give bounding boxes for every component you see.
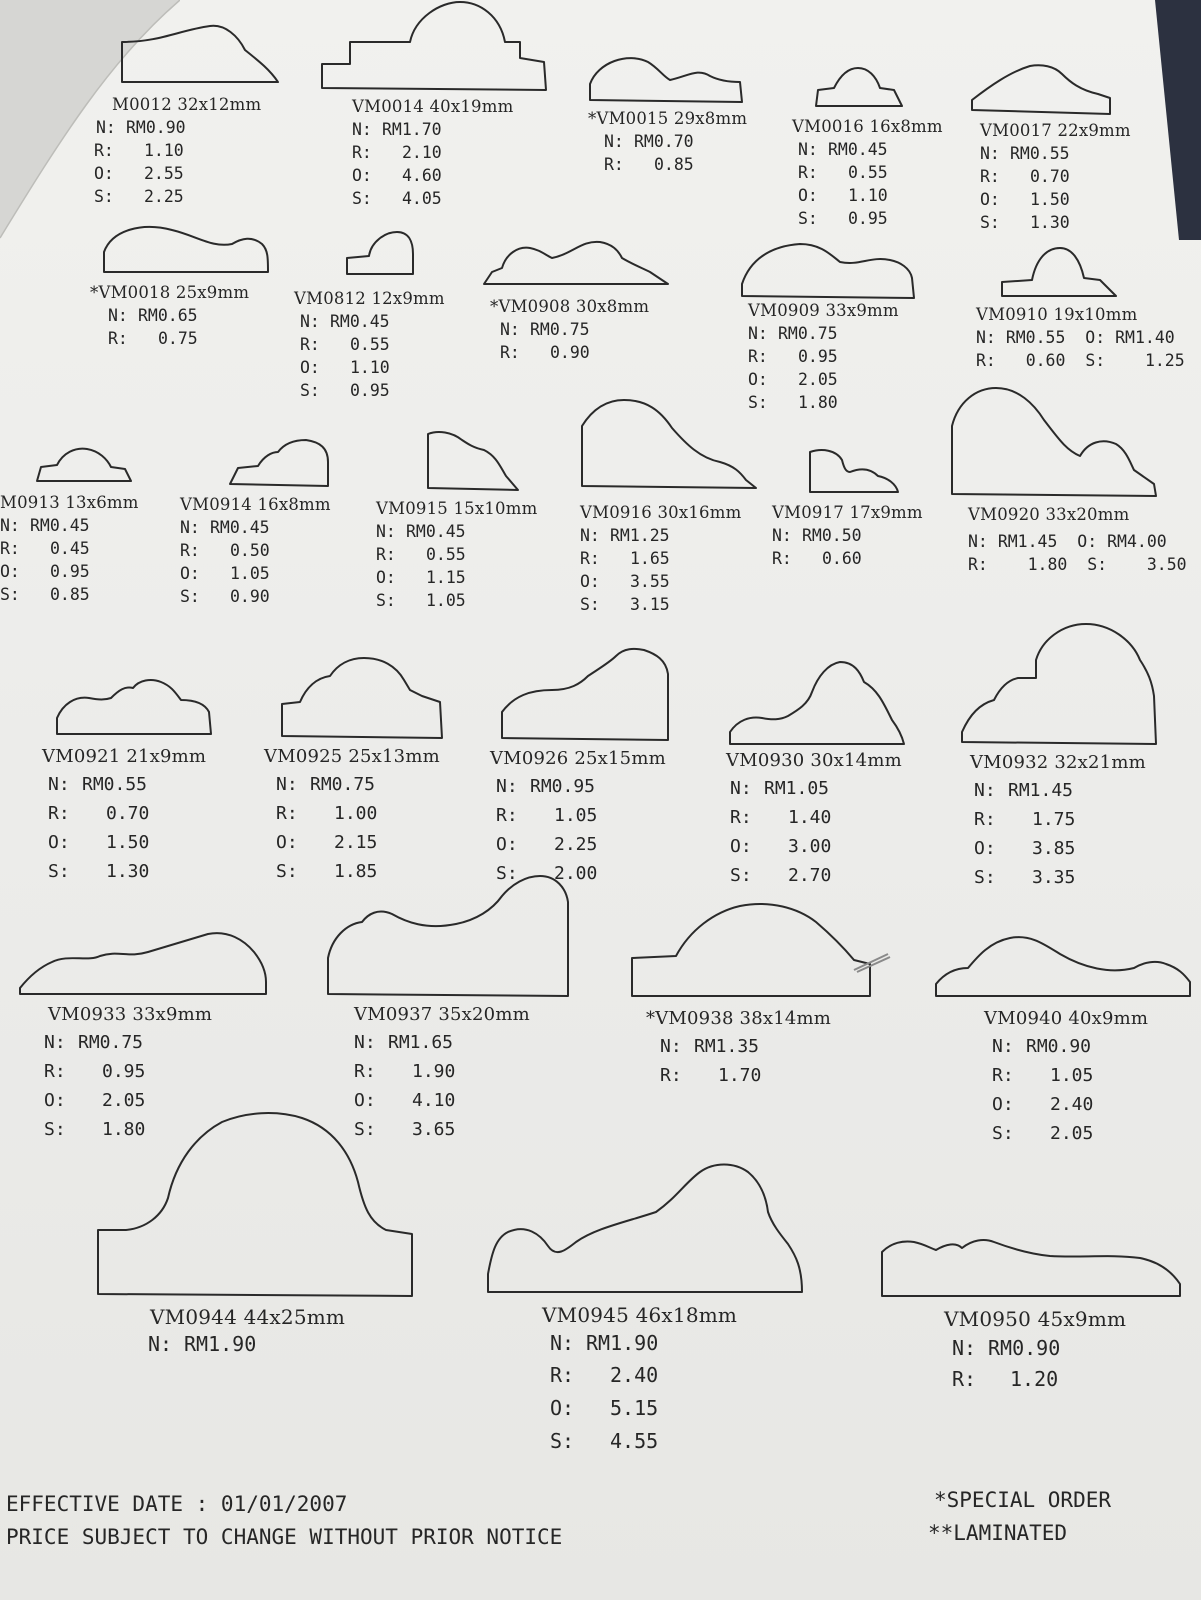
item-vm0940 [984,1006,1148,1148]
item-code: VM0916 30x16mm [580,503,742,522]
price-s: S: 0.95 [300,381,390,400]
item-code: VM0940 40x9mm [984,1008,1149,1029]
profile-vm0908 [482,240,672,290]
item-code: VM0016 16x8mm [792,117,943,136]
profile-vm0018 [102,222,272,274]
item-code: VM0014 40x19mm [352,97,514,116]
profile-vm0916 [580,398,760,490]
item-code: VM0812 12x9mm [294,289,445,308]
price-r: R: 1.05 [992,1065,1094,1086]
profile-vm0910 [1000,244,1120,300]
item-code: *VM0938 38x14mm [646,1008,832,1029]
price-r-s: R: 1.80 S: 3.50 [968,555,1187,574]
effective-date: EFFECTIVE DATE : 01/01/2007 [6,1492,348,1516]
price-n: N: RM0.45 [180,518,270,537]
profile-vm0014 [320,0,550,92]
profile-vm0930 [728,660,908,746]
price-n-o: N: RM0.55 O: RM1.40 [976,328,1175,347]
item-code: VM0925 25x13mm [264,746,440,767]
profile-vm0926 [500,646,672,742]
item-code: VM0017 22x9mm [980,121,1131,140]
profile-vm0917 [808,448,904,494]
price-n: N: RM0.45 [798,140,888,159]
item-vm0926 [490,746,666,888]
item-code: VM0909 33x9mm [748,301,899,320]
profile-vm0932 [960,622,1160,746]
price-n: N: RM0.75 [276,774,376,795]
price-r: R: 1.00 [276,803,378,824]
profile-vm0937 [326,874,574,998]
price-r: R: 0.55 [798,163,888,182]
price-r: R: 1.70 [660,1065,762,1086]
item-vm0914 [180,494,331,608]
price-o: O: 1.05 [180,564,270,583]
price-s: S: 3.15 [580,595,670,614]
price-r: R: 2.40 [550,1363,659,1387]
price-n: N: RM0.45 [300,312,390,331]
price-s: S: 1.30 [48,861,150,882]
price-r: R: 0.95 [44,1061,146,1082]
price-r: R: 0.95 [748,347,838,366]
item-vm0908 [490,296,649,364]
profile-vm0950 [880,1234,1188,1298]
profile-vm0909 [740,242,918,300]
price-s: S: 0.95 [798,209,888,228]
item-vm0910 [976,304,1185,372]
item-code: *VM0015 29x8mm [588,109,748,128]
price-n: N: RM0.65 [108,306,198,325]
price-n: N: RM1.05 [730,778,830,799]
item-code: VM0930 30x14mm [726,750,902,771]
item-vm0938 [646,1006,831,1090]
footer-notes [6,1488,562,1554]
price-o: O: 1.15 [376,568,466,587]
item-vm0915 [376,498,537,612]
price-r: R: 1.90 [354,1061,456,1082]
profile-vm0921 [55,678,217,736]
price-o: O: 1.50 [980,190,1070,209]
price-r: R: 0.85 [604,155,694,174]
price-s: S: 1.80 [44,1119,146,1140]
price-n: N: RM0.70 [604,132,694,151]
price-n: N: RM0.50 [772,526,862,545]
price-o: O: 1.50 [48,832,150,853]
price-s: S: 1.05 [376,591,466,610]
item-code: VM0932 32x21mm [970,752,1146,773]
price-o: O: 2.40 [992,1094,1094,1115]
price-n: N: RM1.90 [550,1331,659,1355]
price-r-s: R: 0.60 S: 1.25 [976,351,1185,370]
price-o: O: 3.55 [580,572,670,591]
item-vm0016 [792,116,943,230]
profile-vm0933 [18,932,270,996]
profile-vm0920 [950,386,1160,498]
item-vm0933 [44,1002,212,1144]
item-vm0017 [980,120,1131,234]
price-n: N: RM1.90 [148,1332,257,1356]
price-n: N: RM0.75 [748,324,838,343]
price-o: O: 4.10 [354,1090,456,1111]
price-o: O: 1.10 [300,358,390,377]
item-vm0812 [294,288,445,402]
profile-vm0012 [120,22,280,84]
price-r: R: 1.40 [730,807,832,828]
profile-vm0914 [228,438,334,488]
price-n: N: RM0.55 [980,144,1070,163]
item-vm0950 [944,1306,1126,1394]
price-s: S: 3.65 [354,1119,456,1140]
price-o: O: 2.15 [276,832,378,853]
item-vm0917 [772,502,923,570]
item-code: M0012 32x12mm [112,95,262,114]
price-o: O: 5.15 [550,1396,659,1420]
item-code: VM0950 45x9mm [944,1307,1127,1331]
profile-vm0945 [486,1164,808,1294]
price-n: N: RM1.45 [974,780,1074,801]
price-s: S: 0.90 [180,587,270,606]
price-o: O: 2.05 [748,370,838,389]
price-s: S: 2.05 [992,1123,1094,1144]
price-o: O: 1.10 [798,186,888,205]
profile-vm0913 [35,445,135,483]
item-code: VM0915 15x10mm [376,499,538,518]
price-r: R: 0.55 [376,545,466,564]
profile-vm0015 [588,54,748,104]
profile-vm0940 [934,934,1196,998]
price-r: R: 1.20 [952,1367,1059,1391]
price-s: S: 1.85 [276,861,378,882]
item-code: VM0910 19x10mm [976,305,1138,324]
item-code: M0913 13x6mm [0,493,139,512]
price-r: R: 1.05 [496,805,598,826]
item-vm0932 [970,750,1146,892]
item-vm0930 [726,748,902,890]
profile-vm0925 [280,656,448,740]
price-n: N: RM0.90 [96,118,186,137]
item-vm0909 [748,300,899,414]
laminated-note: **LAMINATED [928,1521,1068,1545]
price-r: R: 1.65 [580,549,670,568]
price-n: N: RM0.95 [496,776,596,797]
item-vm0920 [968,504,1187,576]
price-r: R: 0.55 [300,335,390,354]
price-s: S: 4.05 [352,189,442,208]
item-vm0916 [580,502,741,616]
item-code: VM0914 16x8mm [180,495,331,514]
footer-legend [928,1484,1111,1550]
price-o: O: 3.00 [730,836,832,857]
price-n: N: RM0.75 [44,1032,144,1053]
price-n: N: RM1.70 [352,120,442,139]
price-n: N: RM0.55 [48,774,148,795]
profile-vm0017 [970,62,1116,118]
item-vm0937 [354,1002,530,1144]
item-vm0014 [352,96,513,210]
item-vm0012 [94,94,262,208]
pen-mark [852,952,892,974]
price-n-o: N: RM1.45 O: RM4.00 [968,532,1167,551]
price-s: S: 2.00 [496,863,598,884]
price-o: O: 2.25 [496,834,598,855]
item-code: *VM0018 25x9mm [90,283,250,302]
price-o: O: 2.55 [94,164,184,183]
item-code: VM0945 46x18mm [542,1303,738,1327]
price-o: O: 3.85 [974,838,1076,859]
profile-vm0938 [630,902,874,998]
item-vm0018 [90,282,249,350]
price-r: R: 0.45 [0,539,90,558]
item-vm0015 [588,108,747,176]
price-o: O: 2.05 [44,1090,146,1111]
price-s: S: 4.55 [550,1429,659,1453]
price-n: N: RM0.90 [952,1336,1061,1360]
price-r: R: 2.10 [352,143,442,162]
price-n: N: RM0.45 [376,522,466,541]
profile-vm0915 [426,430,520,492]
price-n: N: RM0.45 [0,516,90,535]
item-code: *VM0908 30x8mm [490,297,650,316]
price-o: O: 0.95 [0,562,90,581]
item-vm0945 [542,1302,737,1458]
price-o: O: 4.60 [352,166,442,185]
item-code: VM0920 33x20mm [968,505,1130,524]
item-code: VM0917 17x9mm [772,503,923,522]
price-s: S: 2.25 [94,187,184,206]
price-n: N: RM0.90 [992,1036,1092,1057]
item-code: VM0944 44x25mm [150,1305,346,1329]
price-s: S: 3.35 [974,867,1076,888]
item-vm0944 [150,1304,345,1359]
item-vm0913 [0,492,139,606]
item-code: VM0937 35x20mm [354,1004,530,1025]
price-s: S: 1.30 [980,213,1070,232]
special-order-note: *SPECIAL ORDER [934,1488,1112,1512]
price-s: S: 1.80 [748,393,838,412]
item-vm0925 [264,744,440,886]
item-code: VM0926 25x15mm [490,748,666,769]
price-r: R: 1.75 [974,809,1076,830]
item-code: VM0921 21x9mm [42,746,207,767]
price-r: R: 0.70 [48,803,150,824]
price-s: S: 0.85 [0,585,90,604]
item-code: VM0933 33x9mm [48,1004,213,1025]
price-r: R: 0.60 [772,549,862,568]
profile-vm0812 [345,230,420,278]
price-r: R: 0.75 [108,329,198,348]
price-r: R: 0.70 [980,167,1070,186]
price-r: R: 0.90 [500,343,590,362]
profile-vm0016 [814,66,906,108]
item-vm0921 [42,744,206,886]
price-n: N: RM1.25 [580,526,670,545]
price-n: N: RM0.75 [500,320,590,339]
price-s: S: 2.70 [730,865,832,886]
price-n: N: RM1.35 [660,1036,760,1057]
price-r: R: 1.10 [94,141,184,160]
background-edge [1155,0,1201,240]
price-notice: PRICE SUBJECT TO CHANGE WITHOUT PRIOR NOTICE [6,1525,563,1549]
price-r: R: 0.50 [180,541,270,560]
price-n: N: RM1.65 [354,1032,454,1053]
